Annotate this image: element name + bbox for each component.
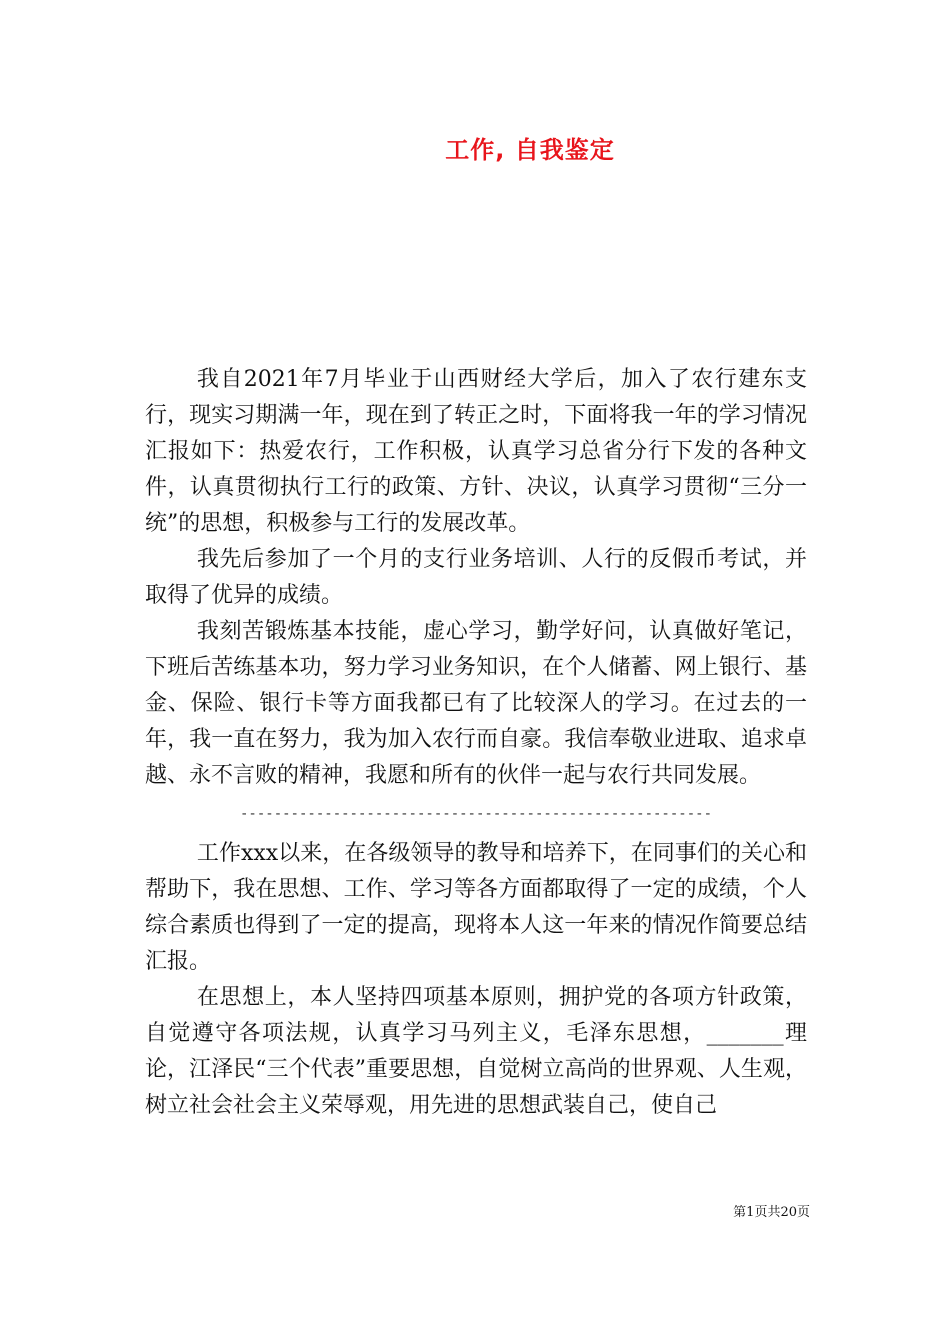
paragraph: 我自2021年7月毕业于山西财经大学后，加入了农行建东支行，现实习期满一年，现在到了转正之时，下面将我一年的学习情况汇报如下：热爱农行，工作积极，认真学习总省分行下发的各种文件，认真贯彻执行工行的政策、方针、决议，认真学习贯彻“三分一统”的思想，积极参与工行的发展改革。 — [145, 367, 807, 536]
page-number: 第1页共20页 — [733, 1205, 810, 1220]
document-body — [145, 362, 807, 1124]
paragraph: 在思想上，本人坚持四项基本原则，拥护党的各项方针政策，自觉遵守各项法规，认真学习马列主义，毛泽东思想，_______理论，江泽民“三个代表”重要思想，自觉树立高尚的世界观、人生观，树立社会社会主义荣辱观，用先进的思想武装自己，使自己 — [145, 985, 807, 1118]
paragraph: 我先后参加了一个月的支行业务培训、人行的反假币考试，并取得了优异的成绩。 — [145, 547, 807, 608]
paragraph: 工作xxx以来，在各级领导的教导和培养下，在同事们的关心和帮助下，我在思想、工作、学习等各方面都取得了一定的成绩，个人综合素质也得到了一定的提高，现将本人这一年来的情况作简要总结汇报。 — [145, 841, 807, 974]
paragraph: 我刻苦锻炼基本技能，虚心学习，勤学好问，认真做好笔记，下班后苦练基本功，努力学习业务知识，在个人储蓄、网上银行、基金、保险、银行卡等方面我都已有了比较深人的学习。在过去的一年，我一直在努力，我为加入农行而自豪。我信奉敬业进取、追求卓越、永不言败的精神，我愿和所有的伙伴一起与农行共同发展。 — [145, 619, 807, 788]
document-title: 工作, 自我鉴定 — [445, 136, 615, 164]
section-divider: -------------------------------------------------------- — [239, 806, 712, 822]
